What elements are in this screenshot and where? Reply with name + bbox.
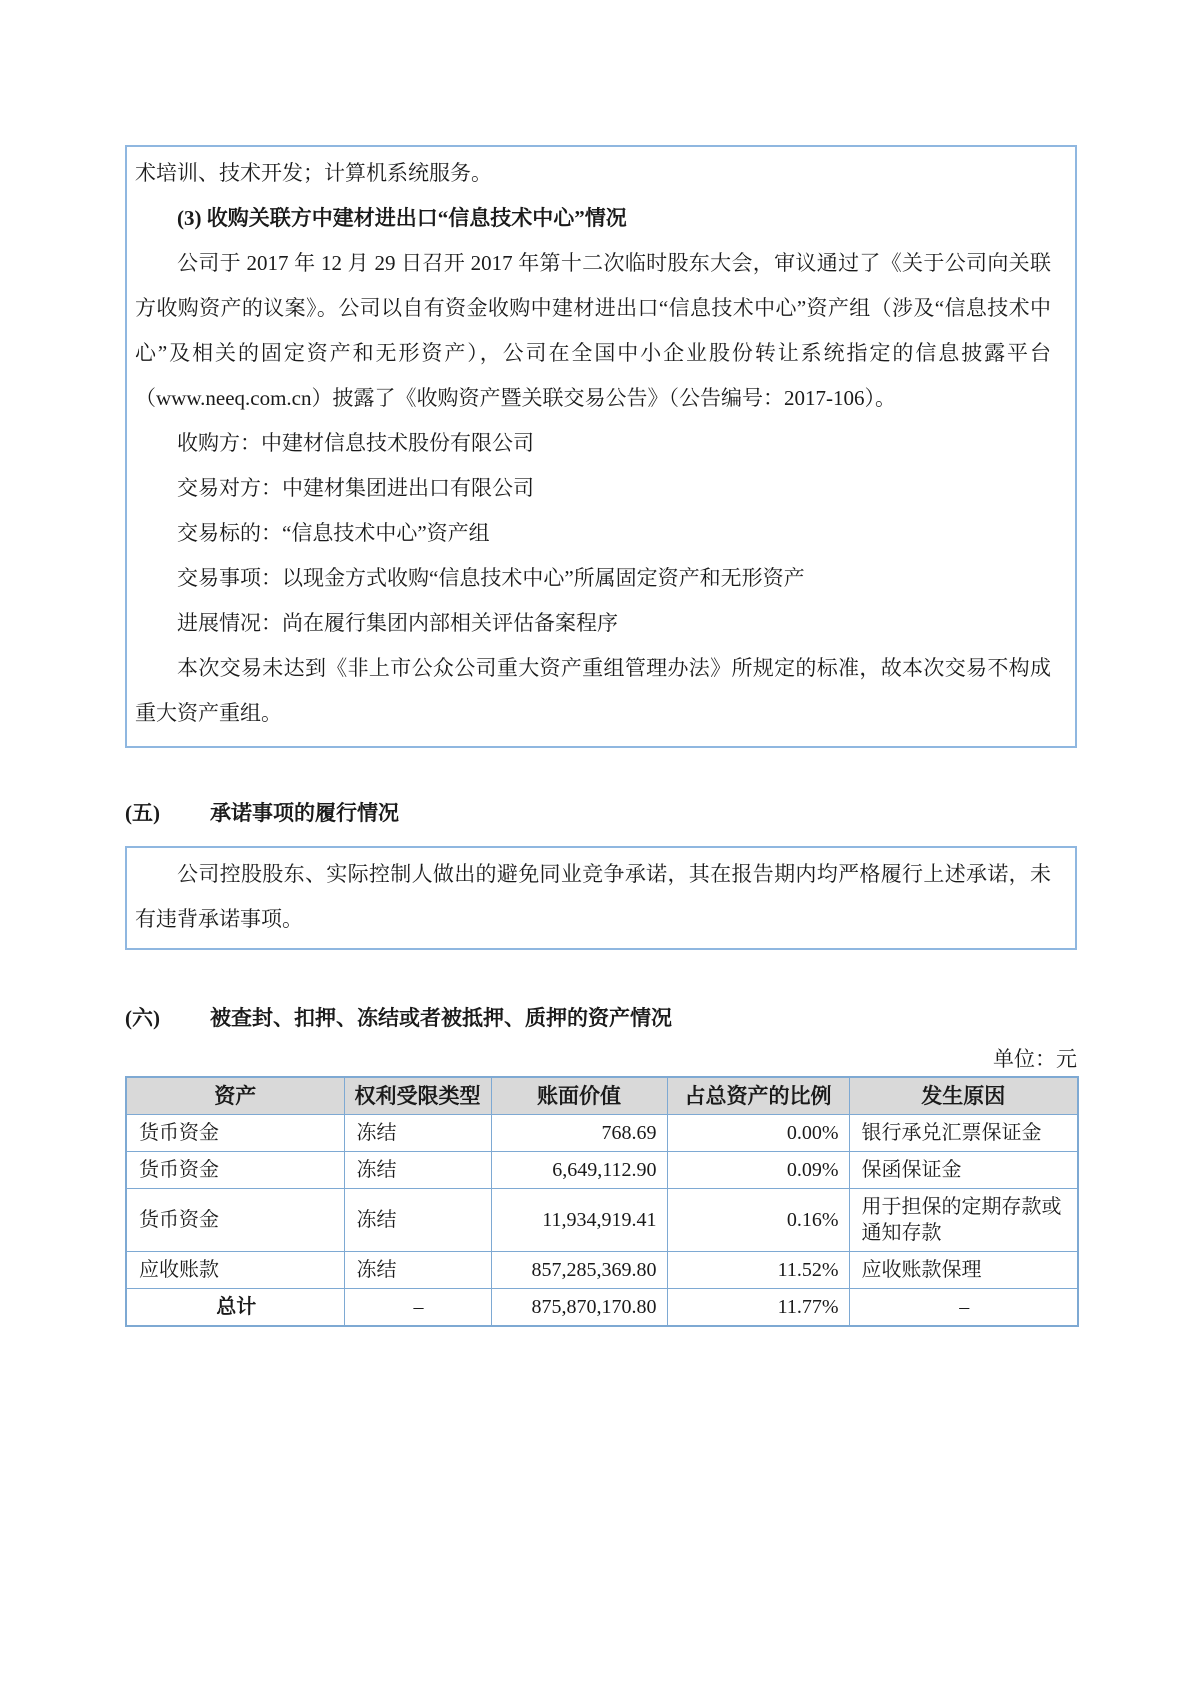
- table-row: [126, 1152, 1078, 1189]
- table-row: [126, 1115, 1078, 1152]
- restricted-assets-table: [125, 1076, 1079, 1327]
- subsection-3-heading: (3) 收购关联方中建材进出口“信息技术中心”情况: [177, 206, 627, 230]
- section-6-heading: [125, 1005, 1077, 1031]
- reason-cell: 银行承兑汇票保证金: [849, 1115, 1078, 1152]
- pct-cell: 11.52%: [667, 1252, 849, 1289]
- total-label-cell: 总计: [126, 1289, 344, 1327]
- pct-cell: 0.00%: [667, 1115, 849, 1152]
- conclusion-paragraph: 本次交易未达到《非上市公众公司重大资产重组管理办法》所规定的标准，故本次交易不构成重大资产重组。: [135, 656, 1051, 725]
- progress-line: 进展情况：尚在履行集团内部相关评估备案程序: [177, 611, 618, 635]
- restriction-cell: 冻结: [344, 1189, 491, 1252]
- asset-cell: 应收账款: [126, 1252, 344, 1289]
- pct-cell: 0.09%: [667, 1152, 849, 1189]
- counterparty-line: 交易对方：中建材集团进出口有限公司: [177, 476, 534, 500]
- col-header-reason: 发生原因: [849, 1077, 1078, 1115]
- restriction-cell: 冻结: [344, 1115, 491, 1152]
- asset-cell: 货币资金: [126, 1152, 344, 1189]
- reason-cell: 保函保证金: [849, 1152, 1078, 1189]
- asset-cell: 货币资金: [126, 1115, 344, 1152]
- section-5-title: 承诺事项的履行情况: [210, 801, 399, 825]
- book-value-cell: 857,285,369.80: [491, 1252, 667, 1289]
- unit-label: 单位：元: [993, 1047, 1077, 1071]
- table-total-row: [126, 1289, 1078, 1327]
- total-pct-cell: 11.77%: [667, 1289, 849, 1327]
- section-6-number: (六): [125, 1006, 160, 1030]
- book-value-cell: 768.69: [491, 1115, 667, 1152]
- reason-cell: 用于担保的定期存款或通知存款: [849, 1189, 1078, 1252]
- col-header-restriction-type: 权利受限类型: [344, 1077, 491, 1115]
- restriction-cell: 冻结: [344, 1252, 491, 1289]
- table-header-row: [126, 1077, 1078, 1115]
- section-6-title: 被查封、扣押、冻结或者被抵押、质押的资产情况: [210, 1006, 672, 1030]
- acquisition-paragraph: 公司于 2017 年 12 月 29 日召开 2017 年第十二次临时股东大会，审议通过了《关于公司向关联方收购资产的议案》。公司以自有资金收购中建材进出口“信息技术中心”资产组（涉及“信息技术中心”及相关的固定资产和无形资产），公司在全国中小企业股份转让系统指定的信息披露平台（www.neeq.com.cn）披露了《收购资产暨关联交易公告》（公告编号：2017-106）。: [135, 251, 1051, 410]
- reason-cell: 应收账款保理: [849, 1252, 1078, 1289]
- acquirer-line: 收购方：中建材信息技术股份有限公司: [177, 431, 534, 455]
- col-header-book-value: 账面价值: [491, 1077, 667, 1115]
- restriction-cell: 冻结: [344, 1152, 491, 1189]
- continued-paragraph-line: 术培训、技术开发；计算机系统服务。: [135, 161, 492, 185]
- total-book-value-cell: 875,870,170.80: [491, 1289, 667, 1327]
- col-header-asset: 资产: [126, 1077, 344, 1115]
- section-5-number: (五): [125, 801, 160, 825]
- pct-cell: 0.16%: [667, 1189, 849, 1252]
- total-reason-cell: –: [849, 1289, 1078, 1327]
- asset-cell: 货币资金: [126, 1189, 344, 1252]
- table-row: [126, 1189, 1078, 1252]
- acquisition-info-box: [125, 145, 1077, 748]
- transaction-target-line: 交易标的：“信息技术中心”资产组: [177, 521, 490, 545]
- commitment-paragraph: 公司控股股东、实际控制人做出的避免同业竞争承诺，其在报告期内均严格履行上述承诺，未有违背承诺事项。: [135, 862, 1051, 931]
- book-value-cell: 6,649,112.90: [491, 1152, 667, 1189]
- section-5-heading: [125, 800, 1077, 826]
- transaction-matter-line: 交易事项：以现金方式收购“信息技术中心”所属固定资产和无形资产: [177, 566, 805, 590]
- col-header-pct-of-assets: 占总资产的比例: [667, 1077, 849, 1115]
- page-content: [125, 145, 1077, 1327]
- table-row: [126, 1252, 1078, 1289]
- book-value-cell: 11,934,919.41: [491, 1189, 667, 1252]
- total-restriction-cell: –: [344, 1289, 491, 1327]
- commitment-box: [125, 846, 1077, 950]
